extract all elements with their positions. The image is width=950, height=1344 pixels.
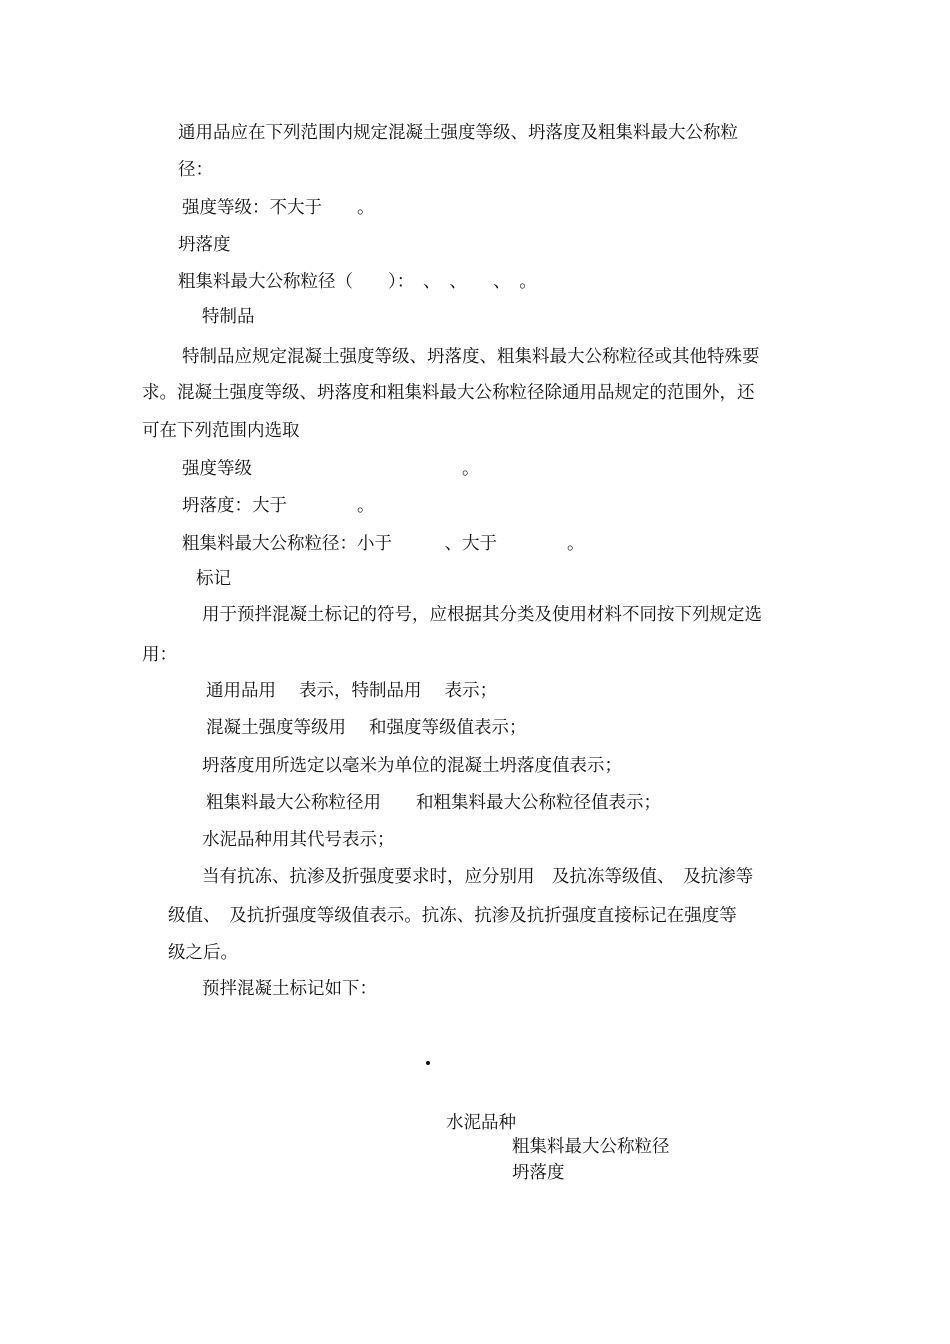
marking-item-6-line1: 当有抗冻、抗渗及折强度要求时，应分别用 及抗冻等级值、 及抗渗等 [202,867,754,887]
special-slump: 坍落度：大于 。 [182,496,375,516]
general-intro-line1: 通用品应在下列范围内规定混凝土强度等级、坍落度及粗集料最大公称粒 [178,123,738,143]
special-para-line2: 求。混凝土强度等级、坍落度和粗集料最大公称粒径除通用品规定的范围外，还 [142,383,755,403]
general-slump: 坍落度 [178,235,231,255]
diagram-bullet-dot [426,1061,430,1065]
special-strength-grade: 强度等级 。 [182,459,480,479]
diagram-label-slump: 坍落度 [512,1163,565,1183]
diagram-label-max-aggregate-size: 粗集料最大公称粒径 [512,1137,670,1157]
marking-item-3: 坍落度用所选定以毫米为单位的混凝土坍落度值表示； [202,756,622,776]
diagram-label-cement-type: 水泥品种 [446,1113,516,1133]
marking-heading: 标记 [196,569,231,589]
general-intro-line2: 径： [178,160,213,180]
marking-item-6-line3: 级之后。 [168,943,238,963]
special-para-line1: 特制品应规定混凝土强度等级、坍落度、粗集料最大公称粒径或其他特殊要 [182,347,760,367]
marking-example-intro: 预拌混凝土标记如下： [202,979,377,999]
marking-item-1: 通用品用 表示，特制品用 表示； [206,681,498,701]
special-para-line3: 可在下列范围内选取 [142,421,300,441]
marking-item-5: 水泥品种用其代号表示； [202,830,395,850]
special-product-heading: 特制品 [202,307,255,327]
special-max-aggregate-size: 粗集料最大公称粒径：小于 、大于 。 [182,534,585,554]
marking-para-line2: 用： [142,645,177,665]
marking-item-6-line2: 级值、 及抗折强度等级值表示。抗冻、抗渗及抗折强度直接标记在强度等 [168,906,737,926]
general-strength-grade: 强度等级：不大于 。 [182,198,375,218]
marking-para-line1: 用于预拌混凝土标记的符号，应根据其分类及使用材料不同按下列规定选 [202,605,762,625]
marking-item-2: 混凝土强度等级用 和强度等级值表示； [206,718,527,738]
marking-item-4: 粗集料最大公称粒径用 和粗集料最大公称粒径值表示； [206,793,661,813]
general-max-aggregate-size: 粗集料最大公称粒径（ ）： 、 、 、 。 [178,272,537,292]
